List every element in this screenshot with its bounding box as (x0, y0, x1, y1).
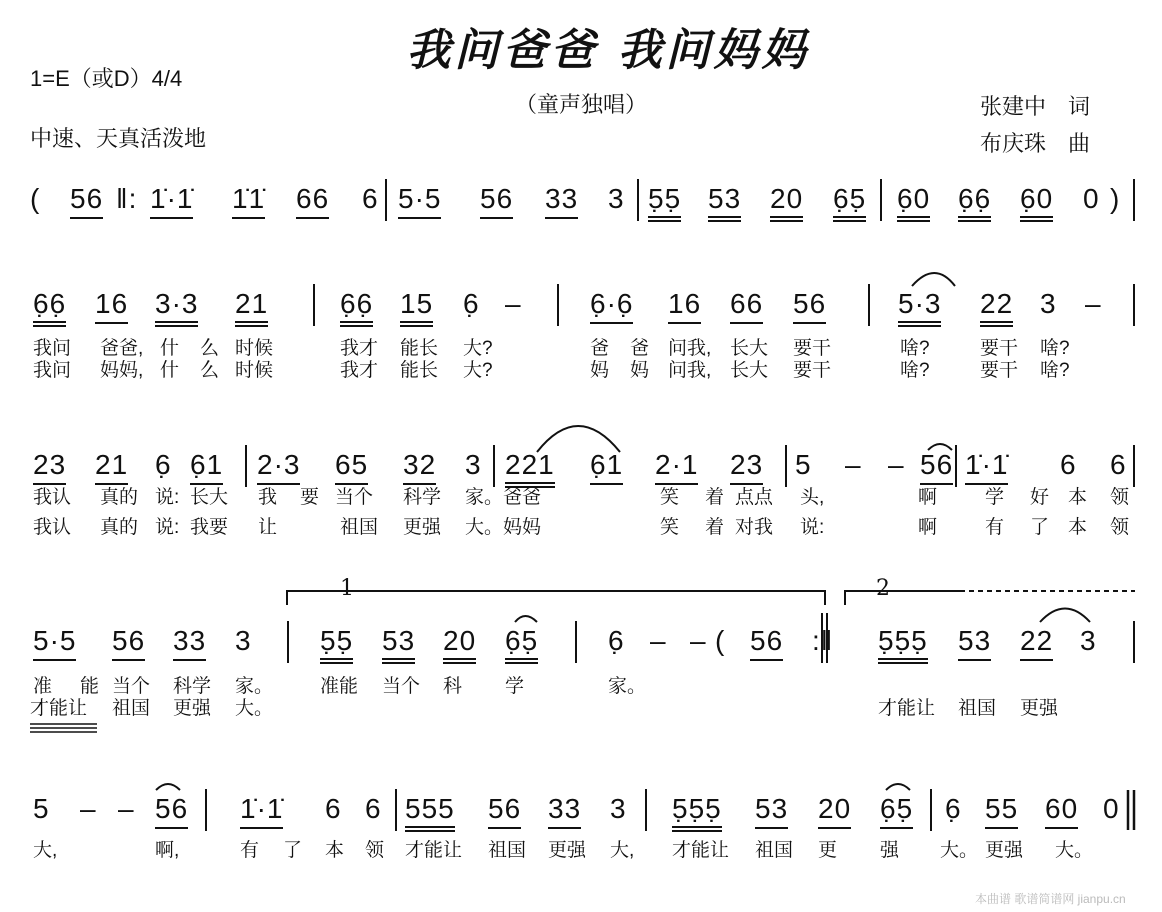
watermark: 本曲谱 歌谱简谱网 jianpu.cn (975, 892, 1126, 906)
note-group: 5̣5̣ (320, 625, 353, 664)
note-group: 66 (730, 288, 763, 324)
lyric-syllable: 准 (33, 676, 53, 697)
lyric-syllable: 要 (300, 487, 320, 508)
lyric-syllable: 祖国 (340, 517, 379, 538)
barline (395, 789, 397, 831)
lyric-syllable: 科学 (173, 676, 212, 697)
lyric-syllable: 时候 (235, 360, 274, 381)
lyric-syllable: 啊 (918, 487, 938, 508)
note-group: 6̣·6̣ (590, 288, 633, 324)
barline (493, 445, 495, 487)
note-group: – (845, 449, 862, 480)
note-group: 3 (1040, 288, 1057, 319)
note-group: 3·3 (155, 288, 198, 327)
lyric-syllable: 我问 (33, 338, 72, 359)
lyric-syllable: 大。妈妈 (465, 517, 542, 538)
lyric-syllable: 祖国 (488, 840, 527, 861)
lyric-syllable: 当个 (382, 676, 421, 697)
lyric-syllable: 大? (463, 338, 493, 359)
key-signature: 1=E（或D）4/4 (30, 66, 183, 91)
lyric-syllable: 着 (705, 517, 725, 538)
note-group: 6 (1110, 449, 1127, 480)
note-group: 21 (235, 288, 268, 327)
note-group: – (505, 288, 522, 319)
lyric-syllable: 领 (1110, 517, 1130, 538)
barline (245, 445, 247, 487)
barline (385, 179, 387, 221)
lyric-syllable: 我才 (340, 338, 379, 359)
note-group: 6̣5̣ (505, 625, 538, 664)
note-group: 16 (668, 288, 701, 324)
note-group: 23 (33, 449, 66, 485)
lyricist-credit: 张建中 词 (980, 94, 1091, 119)
lyric-syllable: 妈妈, (100, 360, 144, 381)
barline (575, 621, 577, 663)
barline (880, 179, 882, 221)
lyric-syllable: 家。爸爸 (465, 487, 542, 508)
note-group: 33 (548, 793, 581, 829)
lyric-syllable: 要干 (980, 360, 1019, 381)
barline (313, 284, 315, 326)
lyric-syllable: 科学 (403, 487, 442, 508)
note-group: 0 (1103, 793, 1120, 824)
note-group: 15 (400, 288, 433, 327)
note-group: 56 (70, 183, 103, 219)
lyric-syllable: 我认 (33, 487, 72, 508)
note-group: 22 (980, 288, 1013, 327)
lyric-syllable: 好 (1030, 487, 1050, 508)
note-group: 66 (296, 183, 329, 219)
lyric-syllable: 才能让 (30, 698, 88, 719)
barline (955, 445, 957, 487)
lyric-syllable: 我要 (190, 517, 229, 538)
note-group: 6̣1 (590, 449, 623, 485)
lyric-syllable: 头, (800, 487, 825, 508)
note-group: 5·3 (898, 288, 941, 327)
note-group: 6̣5̣ (880, 793, 913, 829)
lyric-syllable: 学 (505, 676, 525, 697)
note-group: 56 (155, 793, 188, 829)
lyric-syllable: 大? (463, 360, 493, 381)
note-group: 22 (1020, 625, 1053, 661)
lyric-syllable: 点点 (735, 487, 774, 508)
note-group: 65 (335, 449, 368, 485)
lyric-syllable: 妈 (590, 360, 610, 381)
note-group: 20 (770, 183, 803, 222)
note-group: 6̣ (945, 793, 962, 824)
lyric-syllable: 啥? (900, 360, 930, 381)
lyric-syllable: 大。 (235, 698, 274, 719)
lyric-syllable: 更强 (985, 840, 1024, 861)
lyric-syllable: 本 (1068, 487, 1088, 508)
lyric-syllable: 让 (258, 517, 278, 538)
note-group: 53 (958, 625, 991, 661)
note-group: 6̣6̣ (340, 288, 373, 327)
lyric-syllable: 要干 (793, 360, 832, 381)
lyric-syllable: 更强 (1020, 698, 1059, 719)
note-group: 32 (403, 449, 436, 485)
note-group: ‖: (116, 183, 138, 214)
lyric-syllable: 更 (818, 840, 838, 861)
lyric-syllable: 说: (800, 517, 825, 538)
note-group: 5̣5̣5̣ (672, 793, 722, 832)
lyric-syllable: 本 (325, 840, 345, 861)
note-group: 56 (793, 288, 826, 324)
triple-underline (30, 724, 97, 732)
note-group: – (80, 793, 97, 824)
note-group: ( (30, 183, 41, 214)
song-title: 我问爸爸 我问妈妈 (406, 25, 810, 76)
note-group: 1̇1̇ (232, 183, 265, 219)
note-group: 6̣0 (897, 183, 930, 222)
note-group: 3 (1080, 625, 1097, 656)
note-group: 0 (1083, 183, 1100, 214)
note-group: 3 (608, 183, 625, 214)
barline (645, 789, 647, 831)
note-group: 33 (173, 625, 206, 661)
lyric-syllable: 家。 (235, 676, 274, 697)
note-group: 5̣5̣ (648, 183, 681, 222)
lyric-syllable: 大。 (940, 840, 979, 861)
lyric-syllable: 妈 (630, 360, 650, 381)
lyric-syllable: 祖国 (755, 840, 794, 861)
note-group: 6̣0 (1020, 183, 1053, 222)
lyric-syllable: 么 (200, 360, 220, 381)
note-group: 2·1 (655, 449, 698, 485)
note-group: 56 (480, 183, 513, 219)
note-group: 53 (708, 183, 741, 222)
note-group: 6̣ (608, 625, 625, 656)
note-group: 56 (488, 793, 521, 829)
note-group: 23 (730, 449, 763, 485)
barline (637, 179, 639, 221)
lyric-syllable: 有 (240, 840, 260, 861)
note-group: 1̇·1̇ (965, 449, 1008, 485)
volta-bracket-2 (845, 591, 960, 605)
composer-credit: 布庆珠 曲 (980, 131, 1091, 156)
lyric-syllable: 对我 (735, 517, 774, 538)
note-group: 2·3 (257, 449, 300, 485)
lyric-syllable: 才能让 (405, 840, 463, 861)
lyric-syllable: 啊, (155, 840, 180, 861)
lyric-syllable: 长大 (730, 360, 769, 381)
lyric-syllable: 我才 (340, 360, 379, 381)
note-group: 53 (382, 625, 415, 664)
barline (1133, 179, 1135, 221)
slur (515, 616, 537, 622)
note-group: – (118, 793, 135, 824)
lyric-syllable: 啥? (1040, 360, 1070, 381)
note-group: – (690, 625, 707, 656)
note-group: 6̣1 (190, 449, 223, 485)
lyric-syllable: 更强 (173, 698, 212, 719)
note-group: 6 (362, 183, 379, 214)
barline (1133, 284, 1135, 326)
note-group: 1̇·1̇ (240, 793, 283, 829)
lyric-syllable: 我 (258, 487, 278, 508)
barline (1133, 445, 1135, 487)
volta-label-1: 1 (340, 576, 354, 601)
lyric-syllable: 能长 (400, 338, 439, 359)
final-barline (1128, 790, 1134, 830)
lyric-syllable: 了 (1030, 517, 1050, 538)
note-group: 6 (365, 793, 382, 824)
lyric-syllable: 祖国 (958, 698, 997, 719)
note-group: 6̣6̣ (33, 288, 66, 327)
lyric-syllable: 科 (443, 676, 463, 697)
lyric-syllable: 家。 (608, 676, 647, 697)
note-group: 3 (610, 793, 627, 824)
tempo-marking: 中速、天真活泼地 (30, 126, 207, 151)
lyric-syllable: 爸 (630, 338, 650, 359)
lyric-syllable: 啥? (1040, 338, 1070, 359)
lyric-syllable: 什 (160, 360, 180, 381)
barline (785, 445, 787, 487)
lyric-syllable: 什 (160, 338, 180, 359)
note-group: – (650, 625, 667, 656)
lyric-syllable: 长大 (730, 338, 769, 359)
barline (287, 621, 289, 663)
lyric-syllable: 么 (200, 338, 220, 359)
barline (1133, 621, 1135, 663)
note-group: 6̣5̣ (833, 183, 866, 222)
lyric-syllable: 有 (985, 517, 1005, 538)
lyric-syllable: 啥? (900, 338, 930, 359)
note-group: 20 (818, 793, 851, 829)
slur (156, 784, 180, 790)
lyric-syllable: 才能让 (672, 840, 730, 861)
lyric-syllable: 长大 (190, 487, 229, 508)
note-group: :‖ (812, 625, 834, 656)
note-group: 56 (112, 625, 145, 661)
note-group: 20 (443, 625, 476, 664)
lyric-syllable: 问我, (668, 338, 712, 359)
lyric-syllable: 祖国 (112, 698, 151, 719)
lyric-syllable: 说: (155, 487, 180, 508)
lyric-syllable: 学 (985, 487, 1005, 508)
lyric-syllable: 强 (880, 840, 900, 861)
lyric-syllable: 时候 (235, 338, 274, 359)
slur (1040, 609, 1090, 623)
slur (912, 273, 955, 286)
lyric-syllable: 大。 (1055, 840, 1094, 861)
note-group: 6 (1060, 449, 1077, 480)
note-group: 6̣6̣ (958, 183, 991, 222)
lyric-syllable: 能 (80, 676, 100, 697)
note-group: 5·5 (398, 183, 441, 219)
lyric-syllable: 要干 (793, 338, 832, 359)
note-group: 3 (235, 625, 252, 656)
lyric-syllable: 问我, (668, 360, 712, 381)
lyric-syllable: 真的 (100, 487, 139, 508)
lyric-syllable: 能长 (400, 360, 439, 381)
lyric-syllable: 笑 (660, 517, 680, 538)
lyric-syllable: 更强 (548, 840, 587, 861)
lyric-syllable: 大, (33, 840, 58, 861)
lyric-syllable: 真的 (100, 517, 139, 538)
note-group: 6̣ (463, 288, 480, 319)
lyric-syllable: 了 (283, 840, 303, 861)
lyric-syllable: 着 (705, 487, 725, 508)
lyric-syllable: 更强 (403, 517, 442, 538)
lyric-syllable: 领 (365, 840, 385, 861)
lyric-syllable: 说: (155, 517, 180, 538)
note-group: 33 (545, 183, 578, 219)
note-group: – (1085, 288, 1102, 319)
note-group: 16 (95, 288, 128, 324)
barline (205, 789, 207, 831)
note-group: 53 (755, 793, 788, 829)
note-group: 56 (920, 449, 953, 485)
volta-label-2: 2 (876, 576, 890, 601)
note-group: ( (715, 625, 726, 656)
lyric-syllable: 笑 (660, 487, 680, 508)
note-group: 5·5 (33, 625, 76, 661)
note-group: 1̇·1̇ (150, 183, 193, 219)
barline (930, 789, 932, 831)
note-group: 5 (33, 793, 50, 824)
lyric-syllable: 爸 (590, 338, 610, 359)
volta-bracket-1 (287, 591, 825, 605)
note-group: 555 (405, 793, 455, 832)
note-group: 5̣5̣5̣ (878, 625, 928, 664)
note-group: – (888, 449, 905, 480)
note-group: 55 (985, 793, 1018, 829)
note-group: 5 (795, 449, 812, 480)
lyric-syllable: 本 (1068, 517, 1088, 538)
barline (557, 284, 559, 326)
note-group: 6̣ (155, 449, 172, 480)
lyric-syllable: 大, (610, 840, 635, 861)
note-group: ) (1110, 183, 1121, 214)
subtitle: （童声独唱） (515, 92, 648, 117)
barline (868, 284, 870, 326)
lyric-syllable: 准能 (320, 676, 359, 697)
lyric-syllable: 我认 (33, 517, 72, 538)
note-group: 21 (95, 449, 128, 485)
lyric-syllable: 要干 (980, 338, 1019, 359)
note-group: 3 (465, 449, 482, 480)
lyric-syllable: 啊 (918, 517, 938, 538)
note-group: 221 (505, 449, 555, 488)
note-group: 60 (1045, 793, 1078, 829)
slur (886, 784, 910, 790)
lyric-syllable: 当个 (112, 676, 151, 697)
note-group: 56 (750, 625, 783, 661)
lyric-syllable: 才能让 (878, 698, 936, 719)
lyric-syllable: 当个 (335, 487, 374, 508)
lyric-syllable: 领 (1110, 487, 1130, 508)
lyric-syllable: 爸爸, (100, 338, 144, 359)
note-group: 6 (325, 793, 342, 824)
lyric-syllable: 我问 (33, 360, 72, 381)
